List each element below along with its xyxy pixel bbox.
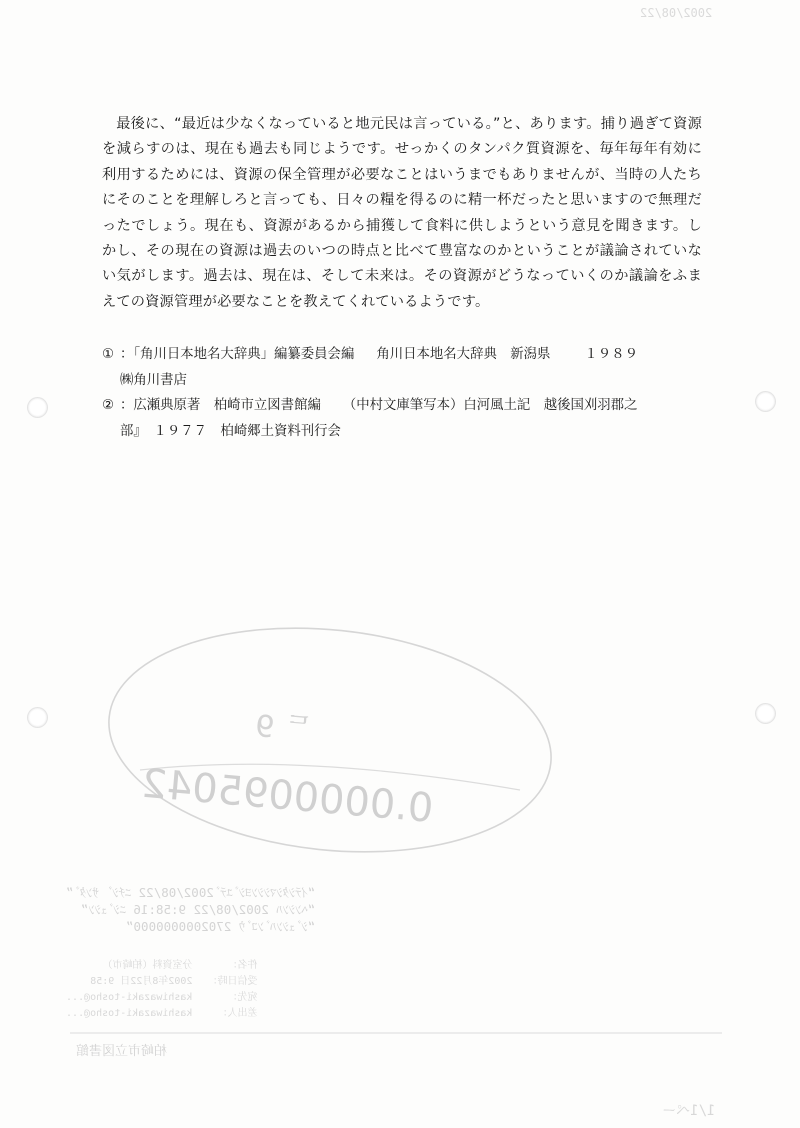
- reference-editor: ：広瀬典原著 柏崎市立図書館編: [120, 398, 321, 413]
- meta-line: 差出人： kashiwazaki-tosho@...: [66, 1008, 258, 1019]
- reference-line: [120, 342, 702, 368]
- punch-hole: [28, 708, 47, 727]
- reference-title: 角川日本地名大辞典 新潟県: [376, 347, 551, 362]
- reference-item: [102, 393, 702, 444]
- meta-line: 宛先： kashiwazaki-tosho@...: [66, 992, 258, 1003]
- punch-hole: [756, 392, 775, 411]
- reference-year: １９８９: [584, 347, 638, 362]
- reference-list: [102, 342, 702, 444]
- show-through-page-mark: 1/1ペー: [662, 1103, 716, 1119]
- stamp-text: ᄃ 9: [253, 709, 314, 748]
- stamp-text: 0.0000095042: [139, 760, 436, 832]
- show-through-sender: 柏崎市立図書館: [76, 1044, 168, 1059]
- meta-line: 件名： 分室資料（柏崎市）: [102, 960, 258, 971]
- show-through-date: 2002/08/22: [640, 6, 713, 20]
- punch-hole: [756, 704, 775, 723]
- meta-line: 受信日時： 2002年8月22日 9:58: [90, 976, 258, 987]
- fax-line: “ｲﾃｼﾀｼﾏｼｼﾝﾖｼﾞﾕﾃﾞ2002/08/22 ﾆﾁｼﾞ ｻﾝﾀﾞ”: [66, 885, 316, 900]
- fax-line: “ﾍﾝｼﾝﾊ 2002/08/22 9:58:16 ﾆｼﾞｭｼﾝ”: [80, 902, 316, 917]
- show-through-mail-meta: [66, 958, 257, 1022]
- reference-title: （中村文庫筆写本）白河風土記 越後国刈羽郡之: [342, 398, 638, 413]
- body-paragraph: 最後に、“最近は少なくなっていると地元民は言っている。”と、あります。捕り過ぎて資源を減らすのは、現在も過去も同じようです。せっかくのタンパク質資源を、毎年毎年有効に利用するためには、資源の保全管理が必要なことはいうまでもありませんが、当時の人たちにそのことを理解しろと言っても、日々の糧を得るのに精一杯だったと思いますので無理だったでしょう。現在も、資源があるから捕獲して食料に供しようという意見を聞きます。しかし、その現在の資源は過去のいつの時点と比べて豊富なのかということが議論されていない気がします。過去は、現在は、そして未来は。その資源がどうなっていくのか議論をふまえての資源管理が必要なことを教えてくれているようです。: [102, 116, 702, 310]
- show-through-fax-header: [66, 884, 315, 935]
- reference-publisher: ㈱角川書店: [120, 372, 187, 388]
- reference-line: [120, 393, 702, 419]
- reference-marker: ①: [102, 347, 115, 362]
- reference-item: [102, 342, 702, 393]
- reference-publisher: 部』 １９７７ 柏崎郷土資料刊行会: [120, 423, 341, 439]
- reference-editor: ：「角川日本地名大辞典」編纂委員会編: [120, 347, 355, 362]
- fax-line: “ｼﾞｭｼﾝﾊﾞﾝｺﾞｳ 2702000000000”: [125, 919, 316, 934]
- punch-hole: [28, 398, 47, 417]
- reference-marker: ②: [102, 398, 115, 413]
